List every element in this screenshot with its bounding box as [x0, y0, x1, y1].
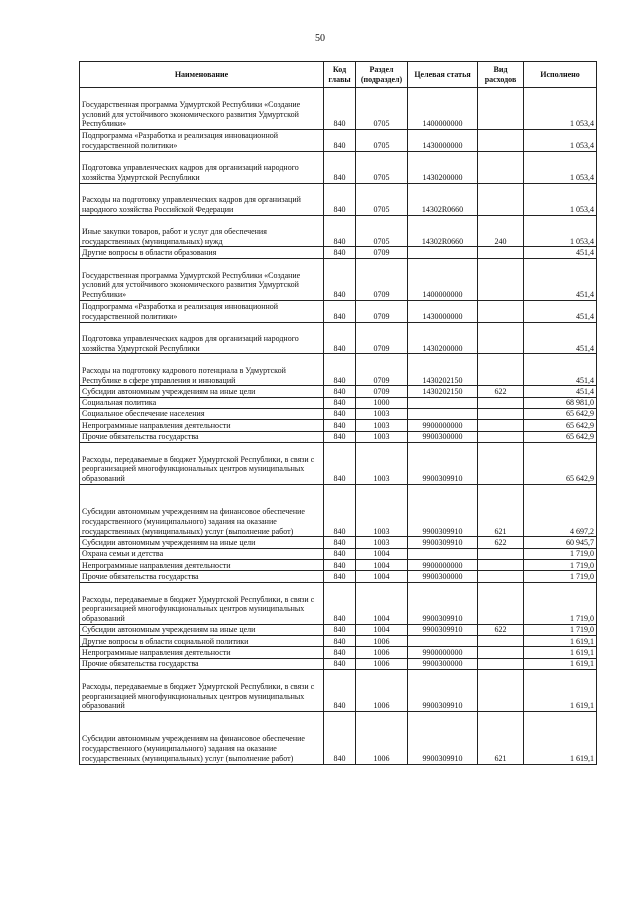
table-row	[80, 130, 597, 152]
cell-section: 1003	[356, 420, 408, 431]
cell-kind	[478, 258, 524, 300]
cell-name: Субсидии автономным учреждениям на иные цели	[80, 386, 324, 397]
cell-kind	[478, 431, 524, 442]
cell-code: 840	[324, 658, 356, 669]
table-header-row	[80, 62, 597, 88]
cell-code: 840	[324, 88, 356, 130]
cell-kind	[478, 130, 524, 152]
cell-target: 9900300000	[408, 658, 478, 669]
cell-code: 840	[324, 258, 356, 300]
cell-name: Субсидии автономным учреждениям на иные цели	[80, 537, 324, 548]
cell-name: Государственная программа Удмуртской Республики «Создание условий для устойчивого экономического развития Удмуртской Республики»	[80, 88, 324, 130]
cell-code: 840	[324, 624, 356, 635]
header-name: Наименование	[80, 62, 324, 88]
cell-kind	[478, 571, 524, 582]
cell-target: 14302R0660	[408, 183, 478, 215]
cell-executed: 4 697,2	[524, 484, 597, 537]
cell-section: 1003	[356, 442, 408, 484]
cell-kind	[478, 636, 524, 647]
cell-name: Прочие обязательства государства	[80, 431, 324, 442]
cell-executed: 1 053,4	[524, 88, 597, 130]
cell-kind	[478, 397, 524, 408]
cell-section: 0705	[356, 130, 408, 152]
cell-section: 1006	[356, 636, 408, 647]
table-row	[80, 571, 597, 582]
header-code: Код главы	[324, 62, 356, 88]
cell-target: 9900300000	[408, 571, 478, 582]
table-row	[80, 247, 597, 258]
cell-executed: 1 719,0	[524, 571, 597, 582]
table-row	[80, 442, 597, 484]
cell-kind: 622	[478, 386, 524, 397]
cell-code: 840	[324, 386, 356, 397]
cell-target: 1430202150	[408, 354, 478, 386]
cell-section: 1003	[356, 537, 408, 548]
header-target: Целевая статья	[408, 62, 478, 88]
cell-target: 9900309910	[408, 484, 478, 537]
cell-target: 9900309910	[408, 670, 478, 712]
cell-code: 840	[324, 670, 356, 712]
table-row	[80, 88, 597, 130]
table-row	[80, 300, 597, 322]
cell-section: 1004	[356, 582, 408, 624]
cell-section: 1004	[356, 571, 408, 582]
table-row	[80, 183, 597, 215]
cell-name: Подпрограмма «Разработка и реализация инновационной государственной политики»	[80, 130, 324, 152]
cell-code: 840	[324, 712, 356, 765]
budget-table	[79, 61, 597, 765]
cell-name: Расходы, передаваемые в бюджет Удмуртской Республики, в связи с реорганизацией многофункциональных центров муниципальных образований	[80, 670, 324, 712]
cell-target	[408, 247, 478, 258]
cell-name: Субсидии автономным учреждениям на финансовое обеспечение государственного (муниципального) задания на оказание государственных (муниципальных) услуг (выполнение работ)	[80, 712, 324, 765]
cell-section: 1006	[356, 670, 408, 712]
table-row	[80, 658, 597, 669]
cell-executed: 451,4	[524, 386, 597, 397]
cell-target	[408, 548, 478, 559]
cell-executed: 451,4	[524, 322, 597, 354]
cell-code: 840	[324, 247, 356, 258]
cell-target: 9900000000	[408, 420, 478, 431]
cell-code: 840	[324, 130, 356, 152]
table-row	[80, 431, 597, 442]
cell-target: 14302R0660	[408, 215, 478, 247]
cell-target: 9900309910	[408, 442, 478, 484]
cell-target	[408, 397, 478, 408]
cell-kind: 621	[478, 484, 524, 537]
cell-kind	[478, 183, 524, 215]
cell-code: 840	[324, 397, 356, 408]
cell-code: 840	[324, 408, 356, 419]
cell-name: Непрограммные направления деятельности	[80, 420, 324, 431]
table-row	[80, 420, 597, 431]
cell-executed: 1 619,1	[524, 658, 597, 669]
cell-section: 0705	[356, 88, 408, 130]
cell-target: 1430200000	[408, 151, 478, 183]
cell-section: 1004	[356, 624, 408, 635]
cell-section: 0709	[356, 247, 408, 258]
cell-section: 1006	[356, 712, 408, 765]
cell-executed: 65 642,9	[524, 431, 597, 442]
cell-code: 840	[324, 151, 356, 183]
cell-name: Другие вопросы в области социальной политики	[80, 636, 324, 647]
table-row	[80, 408, 597, 419]
cell-kind	[478, 670, 524, 712]
cell-name: Подготовка управленческих кадров для организаций народного хозяйства Удмуртской Республики	[80, 322, 324, 354]
cell-name: Расходы, передаваемые в бюджет Удмуртской Республики, в связи с реорганизацией многофункциональных центров муниципальных образований	[80, 582, 324, 624]
cell-code: 840	[324, 582, 356, 624]
cell-target: 1430000000	[408, 130, 478, 152]
cell-target	[408, 636, 478, 647]
cell-target: 1400000000	[408, 88, 478, 130]
cell-executed: 1 719,0	[524, 624, 597, 635]
table-row	[80, 397, 597, 408]
table-row	[80, 258, 597, 300]
cell-kind: 240	[478, 215, 524, 247]
table-row	[80, 712, 597, 765]
cell-name: Непрограммные направления деятельности	[80, 647, 324, 658]
cell-section: 0705	[356, 183, 408, 215]
table-row	[80, 537, 597, 548]
cell-code: 840	[324, 442, 356, 484]
table-row	[80, 151, 597, 183]
cell-name: Охрана семьи и детства	[80, 548, 324, 559]
cell-executed: 451,4	[524, 354, 597, 386]
cell-code: 840	[324, 420, 356, 431]
cell-target: 1430000000	[408, 300, 478, 322]
cell-section: 0709	[356, 354, 408, 386]
cell-code: 840	[324, 537, 356, 548]
cell-target: 9900300000	[408, 431, 478, 442]
table-row	[80, 215, 597, 247]
cell-code: 840	[324, 215, 356, 247]
cell-name: Государственная программа Удмуртской Республики «Создание условий для устойчивого экономического развития Удмуртской Республики»	[80, 258, 324, 300]
table-row	[80, 636, 597, 647]
cell-name: Прочие обязательства государства	[80, 658, 324, 669]
table-row	[80, 624, 597, 635]
cell-executed: 65 642,9	[524, 442, 597, 484]
header-kind: Вид расходов	[478, 62, 524, 88]
cell-kind	[478, 582, 524, 624]
cell-executed: 1 719,0	[524, 548, 597, 559]
cell-name: Социальная политика	[80, 397, 324, 408]
cell-code: 840	[324, 571, 356, 582]
cell-executed: 1 619,1	[524, 670, 597, 712]
cell-code: 840	[324, 183, 356, 215]
cell-section: 1003	[356, 431, 408, 442]
table-body	[80, 88, 597, 765]
cell-section: 1004	[356, 548, 408, 559]
cell-executed: 451,4	[524, 300, 597, 322]
cell-code: 840	[324, 636, 356, 647]
cell-target: 9900309910	[408, 537, 478, 548]
cell-kind	[478, 548, 524, 559]
cell-executed: 68 981,0	[524, 397, 597, 408]
cell-executed: 451,4	[524, 258, 597, 300]
cell-executed: 1 053,4	[524, 130, 597, 152]
table-row	[80, 354, 597, 386]
cell-name: Прочие обязательства государства	[80, 571, 324, 582]
cell-kind	[478, 408, 524, 419]
cell-target: 9900309910	[408, 712, 478, 765]
cell-code: 840	[324, 354, 356, 386]
cell-name: Социальное обеспечение населения	[80, 408, 324, 419]
cell-kind	[478, 88, 524, 130]
cell-section: 0705	[356, 151, 408, 183]
cell-section: 1000	[356, 397, 408, 408]
cell-section: 0705	[356, 215, 408, 247]
cell-name: Субсидии автономным учреждениям на иные цели	[80, 624, 324, 635]
table-row	[80, 322, 597, 354]
cell-target: 1430202150	[408, 386, 478, 397]
cell-name: Другие вопросы в области образования	[80, 247, 324, 258]
cell-name: Расходы на подготовку кадрового потенциала в Удмуртской Республике в сфере управления и инноваций	[80, 354, 324, 386]
cell-kind	[478, 647, 524, 658]
cell-code: 840	[324, 560, 356, 571]
cell-section: 0709	[356, 322, 408, 354]
cell-executed: 60 945,7	[524, 537, 597, 548]
cell-name: Иные закупки товаров, работ и услуг для обеспечения государственных (муниципальных) нужд	[80, 215, 324, 247]
cell-section: 0709	[356, 386, 408, 397]
cell-kind	[478, 300, 524, 322]
page-number: 50	[315, 33, 325, 44]
cell-target: 1430200000	[408, 322, 478, 354]
cell-name: Подпрограмма «Разработка и реализация инновационной государственной политики»	[80, 300, 324, 322]
table-row	[80, 386, 597, 397]
cell-executed: 1 619,1	[524, 647, 597, 658]
cell-target: 1400000000	[408, 258, 478, 300]
cell-target: 9900000000	[408, 647, 478, 658]
cell-executed: 1 719,0	[524, 560, 597, 571]
cell-code: 840	[324, 322, 356, 354]
cell-code: 840	[324, 431, 356, 442]
cell-kind	[478, 151, 524, 183]
cell-section: 1003	[356, 408, 408, 419]
cell-target	[408, 408, 478, 419]
cell-kind: 622	[478, 624, 524, 635]
cell-section: 1003	[356, 484, 408, 537]
cell-executed: 65 642,9	[524, 420, 597, 431]
header-executed: Исполнено	[524, 62, 597, 88]
cell-kind	[478, 658, 524, 669]
header-section: Раздел (подраздел)	[356, 62, 408, 88]
cell-kind: 621	[478, 712, 524, 765]
cell-kind	[478, 560, 524, 571]
cell-kind	[478, 420, 524, 431]
table-row	[80, 647, 597, 658]
cell-section: 1006	[356, 647, 408, 658]
cell-kind	[478, 354, 524, 386]
cell-executed: 1 053,4	[524, 215, 597, 247]
cell-name: Непрограммные направления деятельности	[80, 560, 324, 571]
cell-kind	[478, 322, 524, 354]
cell-executed: 1 053,4	[524, 183, 597, 215]
cell-kind	[478, 247, 524, 258]
cell-section: 1006	[356, 658, 408, 669]
table-row	[80, 484, 597, 537]
cell-code: 840	[324, 647, 356, 658]
cell-target: 9900309910	[408, 582, 478, 624]
cell-executed: 1 719,0	[524, 582, 597, 624]
cell-executed: 451,4	[524, 247, 597, 258]
cell-name: Расходы, передаваемые в бюджет Удмуртской Республики, в связи с реорганизацией многофункциональных центров муниципальных образований	[80, 442, 324, 484]
table-row	[80, 582, 597, 624]
cell-kind	[478, 442, 524, 484]
cell-target: 9900309910	[408, 624, 478, 635]
cell-executed: 1 053,4	[524, 151, 597, 183]
cell-kind: 622	[478, 537, 524, 548]
table-row	[80, 548, 597, 559]
cell-section: 1004	[356, 560, 408, 571]
cell-code: 840	[324, 300, 356, 322]
cell-executed: 1 619,1	[524, 712, 597, 765]
cell-name: Субсидии автономным учреждениям на финансовое обеспечение государственного (муниципального) задания на оказание государственных (муниципальных) услуг (выполнение работ)	[80, 484, 324, 537]
cell-code: 840	[324, 548, 356, 559]
cell-section: 0709	[356, 300, 408, 322]
table-row	[80, 560, 597, 571]
cell-executed: 1 619,1	[524, 636, 597, 647]
cell-section: 0709	[356, 258, 408, 300]
cell-code: 840	[324, 484, 356, 537]
table-row	[80, 670, 597, 712]
cell-name: Подготовка управленческих кадров для организаций народного хозяйства Удмуртской Республики	[80, 151, 324, 183]
cell-name: Расходы на подготовку управленческих кадров для организаций народного хозяйства Российской Федерации	[80, 183, 324, 215]
cell-executed: 65 642,9	[524, 408, 597, 419]
cell-target: 9900000000	[408, 560, 478, 571]
